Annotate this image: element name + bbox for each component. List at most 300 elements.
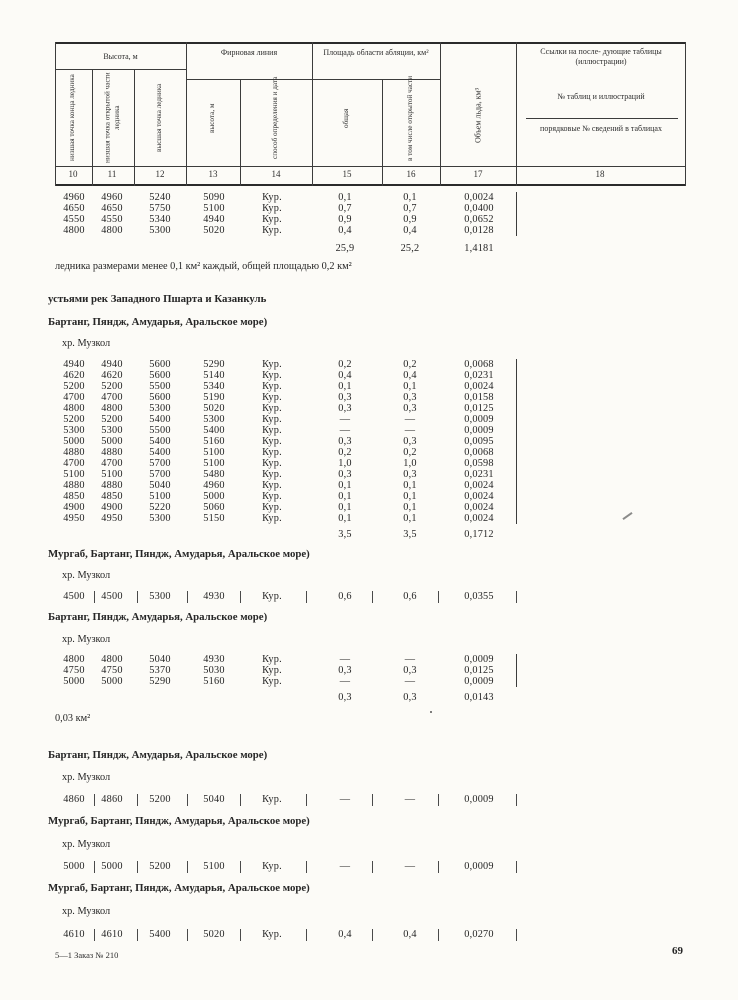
table-cell: 0,1 — [403, 480, 417, 491]
table-cell: 1,0 — [338, 458, 352, 469]
table-cell: — — [339, 794, 351, 805]
table-cell: 5100 — [203, 861, 225, 872]
table-cell: 4700 — [101, 392, 123, 403]
table-cell: 0,0024 — [464, 491, 494, 502]
table-cell: 5200 — [149, 861, 171, 872]
section-heading: Бартанг, Пяндж, Амударья, Аральское море) — [48, 316, 268, 328]
column-number: 14 — [271, 169, 281, 179]
note-text: 0,03 км² — [55, 713, 91, 724]
table-row — [0, 359, 738, 370]
table-cell: 4900 — [63, 502, 85, 513]
rule — [685, 42, 686, 186]
table-cell: 0,2 — [403, 447, 417, 458]
table-cell: 5000 — [101, 676, 123, 687]
data-block — [0, 359, 738, 524]
table-cell: 0,0024 — [464, 192, 494, 203]
table-row — [0, 447, 738, 458]
table-cell: 4620 — [101, 370, 123, 381]
table-cell: 5020 — [203, 929, 225, 940]
table-cell: 0,1 — [338, 192, 352, 203]
table-cell: 5000 — [63, 676, 85, 687]
table-row — [0, 392, 738, 403]
table-cell: 4960 — [63, 192, 85, 203]
table-cell: 5400 — [203, 425, 225, 436]
table-cell: Кур. — [262, 654, 282, 665]
column-number: 17 — [473, 169, 483, 179]
table-cell: 4960 — [203, 480, 225, 491]
section-heading: Бартанг, Пяндж, Амударья, Аральское море) — [48, 749, 268, 761]
totals-row — [0, 243, 738, 255]
table-cell: 4940 — [203, 214, 225, 225]
column-rule — [516, 929, 517, 941]
table-cell: 0,3 — [338, 403, 352, 414]
table-cell: 0,2 — [403, 359, 417, 370]
table-cell: 5340 — [203, 381, 225, 392]
table-cell: 0,3 — [403, 403, 417, 414]
table-cell: Кур. — [262, 414, 282, 425]
table-cell: 0,0125 — [464, 665, 494, 676]
table-cell: 5300 — [101, 425, 123, 436]
column-rule — [137, 591, 138, 603]
table-cell: 0,0652 — [464, 214, 494, 225]
table-body — [0, 186, 738, 941]
column-rule — [372, 861, 373, 873]
table-cell: 5150 — [203, 513, 225, 524]
column-rule — [94, 861, 95, 873]
column-rule — [187, 794, 188, 806]
table-cell: 0,3 — [403, 392, 417, 403]
table-cell: 5100 — [101, 469, 123, 480]
table-cell: 0,1 — [338, 502, 352, 513]
ridge-label: хр. Музкол — [62, 338, 111, 349]
table-cell: 5600 — [149, 370, 171, 381]
column-rule — [372, 929, 373, 941]
table-cell: 5290 — [203, 359, 225, 370]
table-cell: 0,1 — [338, 381, 352, 392]
total-cell: 0,1712 — [464, 529, 494, 540]
section-heading: Мургаб, Бартанг, Пяндж, Амударья, Аральское море) — [48, 548, 310, 560]
table-cell: 0,0024 — [464, 480, 494, 491]
table-cell: Кур. — [262, 447, 282, 458]
column-number: 10 — [68, 169, 78, 179]
table-cell: — — [339, 654, 351, 665]
column-rule — [372, 794, 373, 806]
print-order-note: 5—1 Заказ № 210 — [55, 950, 119, 960]
table-cell: 0,0024 — [464, 502, 494, 513]
table-cell: 0,0024 — [464, 381, 494, 392]
total-cell: 0,0143 — [464, 692, 494, 703]
table-cell: 5300 — [149, 591, 171, 602]
table-cell: Кур. — [262, 381, 282, 392]
table-cell: 4800 — [63, 403, 85, 414]
column-rule — [438, 591, 439, 603]
table-cell: Кур. — [262, 203, 282, 214]
table-cell: 0,0400 — [464, 203, 494, 214]
table-cell: 0,4 — [403, 929, 417, 940]
table-cell: 4800 — [63, 654, 85, 665]
table-cell: 5020 — [203, 403, 225, 414]
table-row — [0, 370, 738, 381]
table-cell: 0,4 — [403, 370, 417, 381]
table-cell: 5190 — [203, 392, 225, 403]
table-cell: 0,3 — [338, 665, 352, 676]
table-cell: 4880 — [63, 480, 85, 491]
column-rule — [438, 861, 439, 873]
section-heading: устьями рек Западного Пшарта и Казанкуль — [48, 293, 267, 305]
table-row — [0, 381, 738, 392]
table-cell: — — [404, 425, 416, 436]
table-row — [0, 480, 738, 491]
table-row — [0, 414, 738, 425]
table-cell: Кур. — [262, 513, 282, 524]
column-rule — [516, 654, 517, 687]
table-cell: 0,1 — [403, 502, 417, 513]
table-cell: — — [404, 654, 416, 665]
table-cell: Кур. — [262, 861, 282, 872]
column-number: 11 — [107, 169, 117, 179]
header-col16-label: в том числе открытой части — [406, 75, 415, 161]
table-cell: 0,3 — [338, 436, 352, 447]
table-cell: 0,1 — [403, 381, 417, 392]
table-cell: 4880 — [101, 480, 123, 491]
table-cell: 0,1 — [338, 491, 352, 502]
ridge-label: хр. Музкол — [62, 634, 111, 645]
total-cell: 25,9 — [335, 243, 355, 254]
column-number: 18 — [595, 169, 605, 179]
table-cell: 4550 — [63, 214, 85, 225]
table-cell: 5300 — [149, 403, 171, 414]
ridge-label: хр. Музкол — [62, 839, 111, 850]
column-rule — [306, 929, 307, 941]
column-number: 15 — [342, 169, 352, 179]
table-cell: 5700 — [149, 458, 171, 469]
rule — [92, 69, 93, 186]
column-rule — [306, 861, 307, 873]
table-cell: 0,0009 — [464, 425, 494, 436]
table-cell: 0,1 — [403, 513, 417, 524]
table-cell: 5220 — [149, 502, 171, 513]
table-cell: 4750 — [101, 665, 123, 676]
table-cell: 5750 — [149, 203, 171, 214]
table-cell: Кур. — [262, 392, 282, 403]
table-cell: Кур. — [262, 794, 282, 805]
table-cell: 0,0068 — [464, 447, 494, 458]
table-row — [0, 591, 738, 603]
table-cell: 5300 — [63, 425, 85, 436]
table-cell: 4610 — [101, 929, 123, 940]
table-cell: 0,0068 — [464, 359, 494, 370]
data-block — [0, 861, 738, 873]
table-cell: 5240 — [149, 192, 171, 203]
table-cell: Кур. — [262, 469, 282, 480]
header-col15-label: общая — [342, 108, 351, 128]
table-cell: 0,0598 — [464, 458, 494, 469]
table-cell: 0,0009 — [464, 861, 494, 872]
table-cell: 0,0009 — [464, 676, 494, 687]
column-number: 12 — [155, 169, 165, 179]
table-cell: 5290 — [149, 676, 171, 687]
table-cell: 5160 — [203, 436, 225, 447]
table-cell: 0,0231 — [464, 370, 494, 381]
table-cell: 4930 — [203, 654, 225, 665]
column-rule — [306, 794, 307, 806]
table-cell: 0,0095 — [464, 436, 494, 447]
table-cell: 5090 — [203, 192, 225, 203]
rule — [382, 79, 383, 186]
table-cell: 4950 — [63, 513, 85, 524]
table-row — [0, 502, 738, 513]
table-cell: 0,0125 — [464, 403, 494, 414]
page-number: 69 — [672, 945, 683, 957]
table-cell: 0,2 — [338, 359, 352, 370]
column-rule — [240, 929, 241, 941]
table-cell: 5700 — [149, 469, 171, 480]
table-cell: 5480 — [203, 469, 225, 480]
rule — [516, 42, 517, 186]
table-cell: 5200 — [63, 414, 85, 425]
header-col17-label: Объем льда, км³ — [473, 87, 483, 143]
table-cell: 4860 — [63, 794, 85, 805]
note-text: ледника размерами менее 0,1 км² каждый, общей площадью 0,2 км² — [55, 261, 352, 272]
table-row — [0, 214, 738, 225]
column-rule — [372, 591, 373, 603]
table-cell: 1,0 — [403, 458, 417, 469]
table-cell: 4650 — [63, 203, 85, 214]
table-cell: 4750 — [63, 665, 85, 676]
table-cell: 4950 — [101, 513, 123, 524]
column-rule — [438, 929, 439, 941]
table-cell: 0,0009 — [464, 414, 494, 425]
header-refs-sub1: № таблиц и иллюстраций — [557, 92, 645, 101]
table-cell: 0,4 — [338, 370, 352, 381]
column-rule — [94, 591, 95, 603]
table-cell: 5200 — [149, 794, 171, 805]
table-row — [0, 929, 738, 941]
table-cell: 0,0128 — [464, 225, 494, 236]
table-cell: 5200 — [63, 381, 85, 392]
totals-row — [0, 692, 738, 704]
table-cell: 0,7 — [338, 203, 352, 214]
ridge-label: хр. Музкол — [62, 906, 111, 917]
table-cell: 4650 — [101, 203, 123, 214]
table-cell: 4800 — [63, 225, 85, 236]
table-cell: 5500 — [149, 381, 171, 392]
table-cell: 5000 — [101, 436, 123, 447]
table-cell: — — [404, 414, 416, 425]
column-rule — [187, 929, 188, 941]
table-cell: 4700 — [63, 458, 85, 469]
column-rule — [187, 591, 188, 603]
header-refs-sub2: порядковые № сведений в таблицах — [540, 124, 662, 133]
data-block — [0, 794, 738, 806]
column-number: 16 — [406, 169, 416, 179]
column-rule — [240, 794, 241, 806]
rule — [55, 166, 686, 167]
column-rule — [137, 794, 138, 806]
table-cell: Кур. — [262, 929, 282, 940]
table-cell: 4850 — [101, 491, 123, 502]
header-col10-label: низшая точка конца ледника — [68, 74, 77, 162]
totals-row — [0, 529, 738, 541]
table-cell: 4550 — [101, 214, 123, 225]
column-rule — [240, 861, 241, 873]
table-cell: 5000 — [203, 491, 225, 502]
table-cell: 0,1 — [338, 513, 352, 524]
table-cell: Кур. — [262, 676, 282, 687]
table-cell: 4620 — [63, 370, 85, 381]
table-cell: 5100 — [149, 491, 171, 502]
table-cell: — — [404, 794, 416, 805]
table-cell: 0,4 — [338, 225, 352, 236]
table-cell: 0,3 — [338, 469, 352, 480]
table-cell: 5140 — [203, 370, 225, 381]
table-cell: 5060 — [203, 502, 225, 513]
table-cell: 0,1 — [403, 491, 417, 502]
table-cell: 0,0270 — [464, 929, 494, 940]
table-cell: 0,9 — [338, 214, 352, 225]
table-cell: 5100 — [203, 458, 225, 469]
rule — [240, 79, 241, 186]
table-cell: 5300 — [203, 414, 225, 425]
table-cell: 5600 — [149, 392, 171, 403]
table-cell: 4800 — [101, 654, 123, 665]
table-cell: 4800 — [101, 403, 123, 414]
column-rule — [516, 861, 517, 873]
data-block — [0, 929, 738, 941]
table-cell: Кур. — [262, 491, 282, 502]
table-cell: 5340 — [149, 214, 171, 225]
table-cell: 4860 — [101, 794, 123, 805]
table-cell: 5040 — [203, 794, 225, 805]
column-rule — [438, 794, 439, 806]
table-cell: — — [339, 414, 351, 425]
table-cell: 0,4 — [338, 929, 352, 940]
column-rule — [94, 794, 95, 806]
data-block — [0, 591, 738, 603]
table-cell: 4500 — [101, 591, 123, 602]
header-group-ablation: Площадь области абляции, км² — [323, 48, 429, 57]
rule-top — [55, 42, 686, 44]
table-cell: 0,1 — [403, 192, 417, 203]
table-cell: 4610 — [63, 929, 85, 940]
table-cell: 0,3 — [403, 665, 417, 676]
table-cell: 5600 — [149, 359, 171, 370]
table-cell: 5160 — [203, 676, 225, 687]
table-cell: 4880 — [101, 447, 123, 458]
table-cell: 0,9 — [403, 214, 417, 225]
rule — [186, 42, 187, 186]
table-cell: Кур. — [262, 591, 282, 602]
table-cell: — — [339, 861, 351, 872]
table-cell: Кур. — [262, 436, 282, 447]
table-cell: 0,7 — [403, 203, 417, 214]
table-cell: — — [339, 676, 351, 687]
table-cell: 5400 — [149, 929, 171, 940]
header-group-height: Высота, м — [103, 52, 138, 61]
section-heading: Мургаб, Бартанг, Пяндж, Амударья, Аральское море) — [48, 815, 310, 827]
table-cell: 4850 — [63, 491, 85, 502]
table-row — [0, 225, 738, 236]
table-cell: Кур. — [262, 425, 282, 436]
column-rule — [137, 929, 138, 941]
table-cell: 4960 — [101, 192, 123, 203]
total-cell: 25,2 — [400, 243, 420, 254]
header-col13-label: высота, м — [208, 103, 217, 133]
table-cell: 5100 — [203, 203, 225, 214]
table-row — [0, 403, 738, 414]
table-cell: 0,6 — [403, 591, 417, 602]
table-cell: Кур. — [262, 370, 282, 381]
table-row — [0, 794, 738, 806]
table-cell: 4700 — [63, 392, 85, 403]
table-cell: 0,6 — [338, 591, 352, 602]
table-cell: 5200 — [101, 414, 123, 425]
ink-speck — [430, 711, 432, 713]
table-row — [0, 436, 738, 447]
table-row — [0, 425, 738, 436]
table-row — [0, 861, 738, 873]
total-cell: 0,3 — [403, 692, 417, 703]
column-rule — [516, 192, 517, 236]
table-cell: 5000 — [101, 861, 123, 872]
table-cell: — — [339, 425, 351, 436]
table-cell: 0,0009 — [464, 654, 494, 665]
rule — [440, 42, 441, 186]
table-cell: 0,0231 — [464, 469, 494, 480]
table-cell: 0,3 — [403, 469, 417, 480]
column-rule — [516, 359, 517, 524]
header-group-refs: Ссылки на после- дующие таблицы (иллюстрации) — [540, 47, 662, 66]
table-cell: 5030 — [203, 665, 225, 676]
table-cell: 0,3 — [338, 392, 352, 403]
column-number: 13 — [208, 169, 218, 179]
header-col12-label: высшая точка ледника — [155, 83, 164, 153]
rule — [55, 69, 186, 70]
table-row — [0, 192, 738, 203]
table-cell: 5300 — [149, 513, 171, 524]
data-block — [0, 192, 738, 236]
table-cell: 5200 — [101, 381, 123, 392]
total-cell: 3,5 — [403, 529, 417, 540]
column-rule — [240, 591, 241, 603]
table-cell: 5100 — [63, 469, 85, 480]
table-cell: 0,4 — [403, 225, 417, 236]
table-row — [0, 654, 738, 665]
table-row — [0, 676, 738, 687]
table-cell: 0,0009 — [464, 794, 494, 805]
table-cell: 0,0158 — [464, 392, 494, 403]
rule — [526, 118, 678, 119]
total-cell: 0,3 — [338, 692, 352, 703]
table-cell: 0,0024 — [464, 513, 494, 524]
header-col14-label: способ определения и дата — [271, 76, 280, 160]
table-cell: 4500 — [63, 591, 85, 602]
table-cell: Кур. — [262, 502, 282, 513]
table-cell: 4700 — [101, 458, 123, 469]
table-cell: Кур. — [262, 192, 282, 203]
table-cell: 5040 — [149, 480, 171, 491]
header-group-firn: Фирновая линия — [220, 48, 278, 57]
table-cell: 4940 — [101, 359, 123, 370]
table-cell: 0,2 — [338, 447, 352, 458]
column-rule — [516, 591, 517, 603]
table-cell: 5370 — [149, 665, 171, 676]
table-cell: 5300 — [149, 225, 171, 236]
table-cell: Кур. — [262, 359, 282, 370]
rule — [134, 69, 135, 186]
table-cell: Кур. — [262, 225, 282, 236]
table-cell: — — [404, 861, 416, 872]
